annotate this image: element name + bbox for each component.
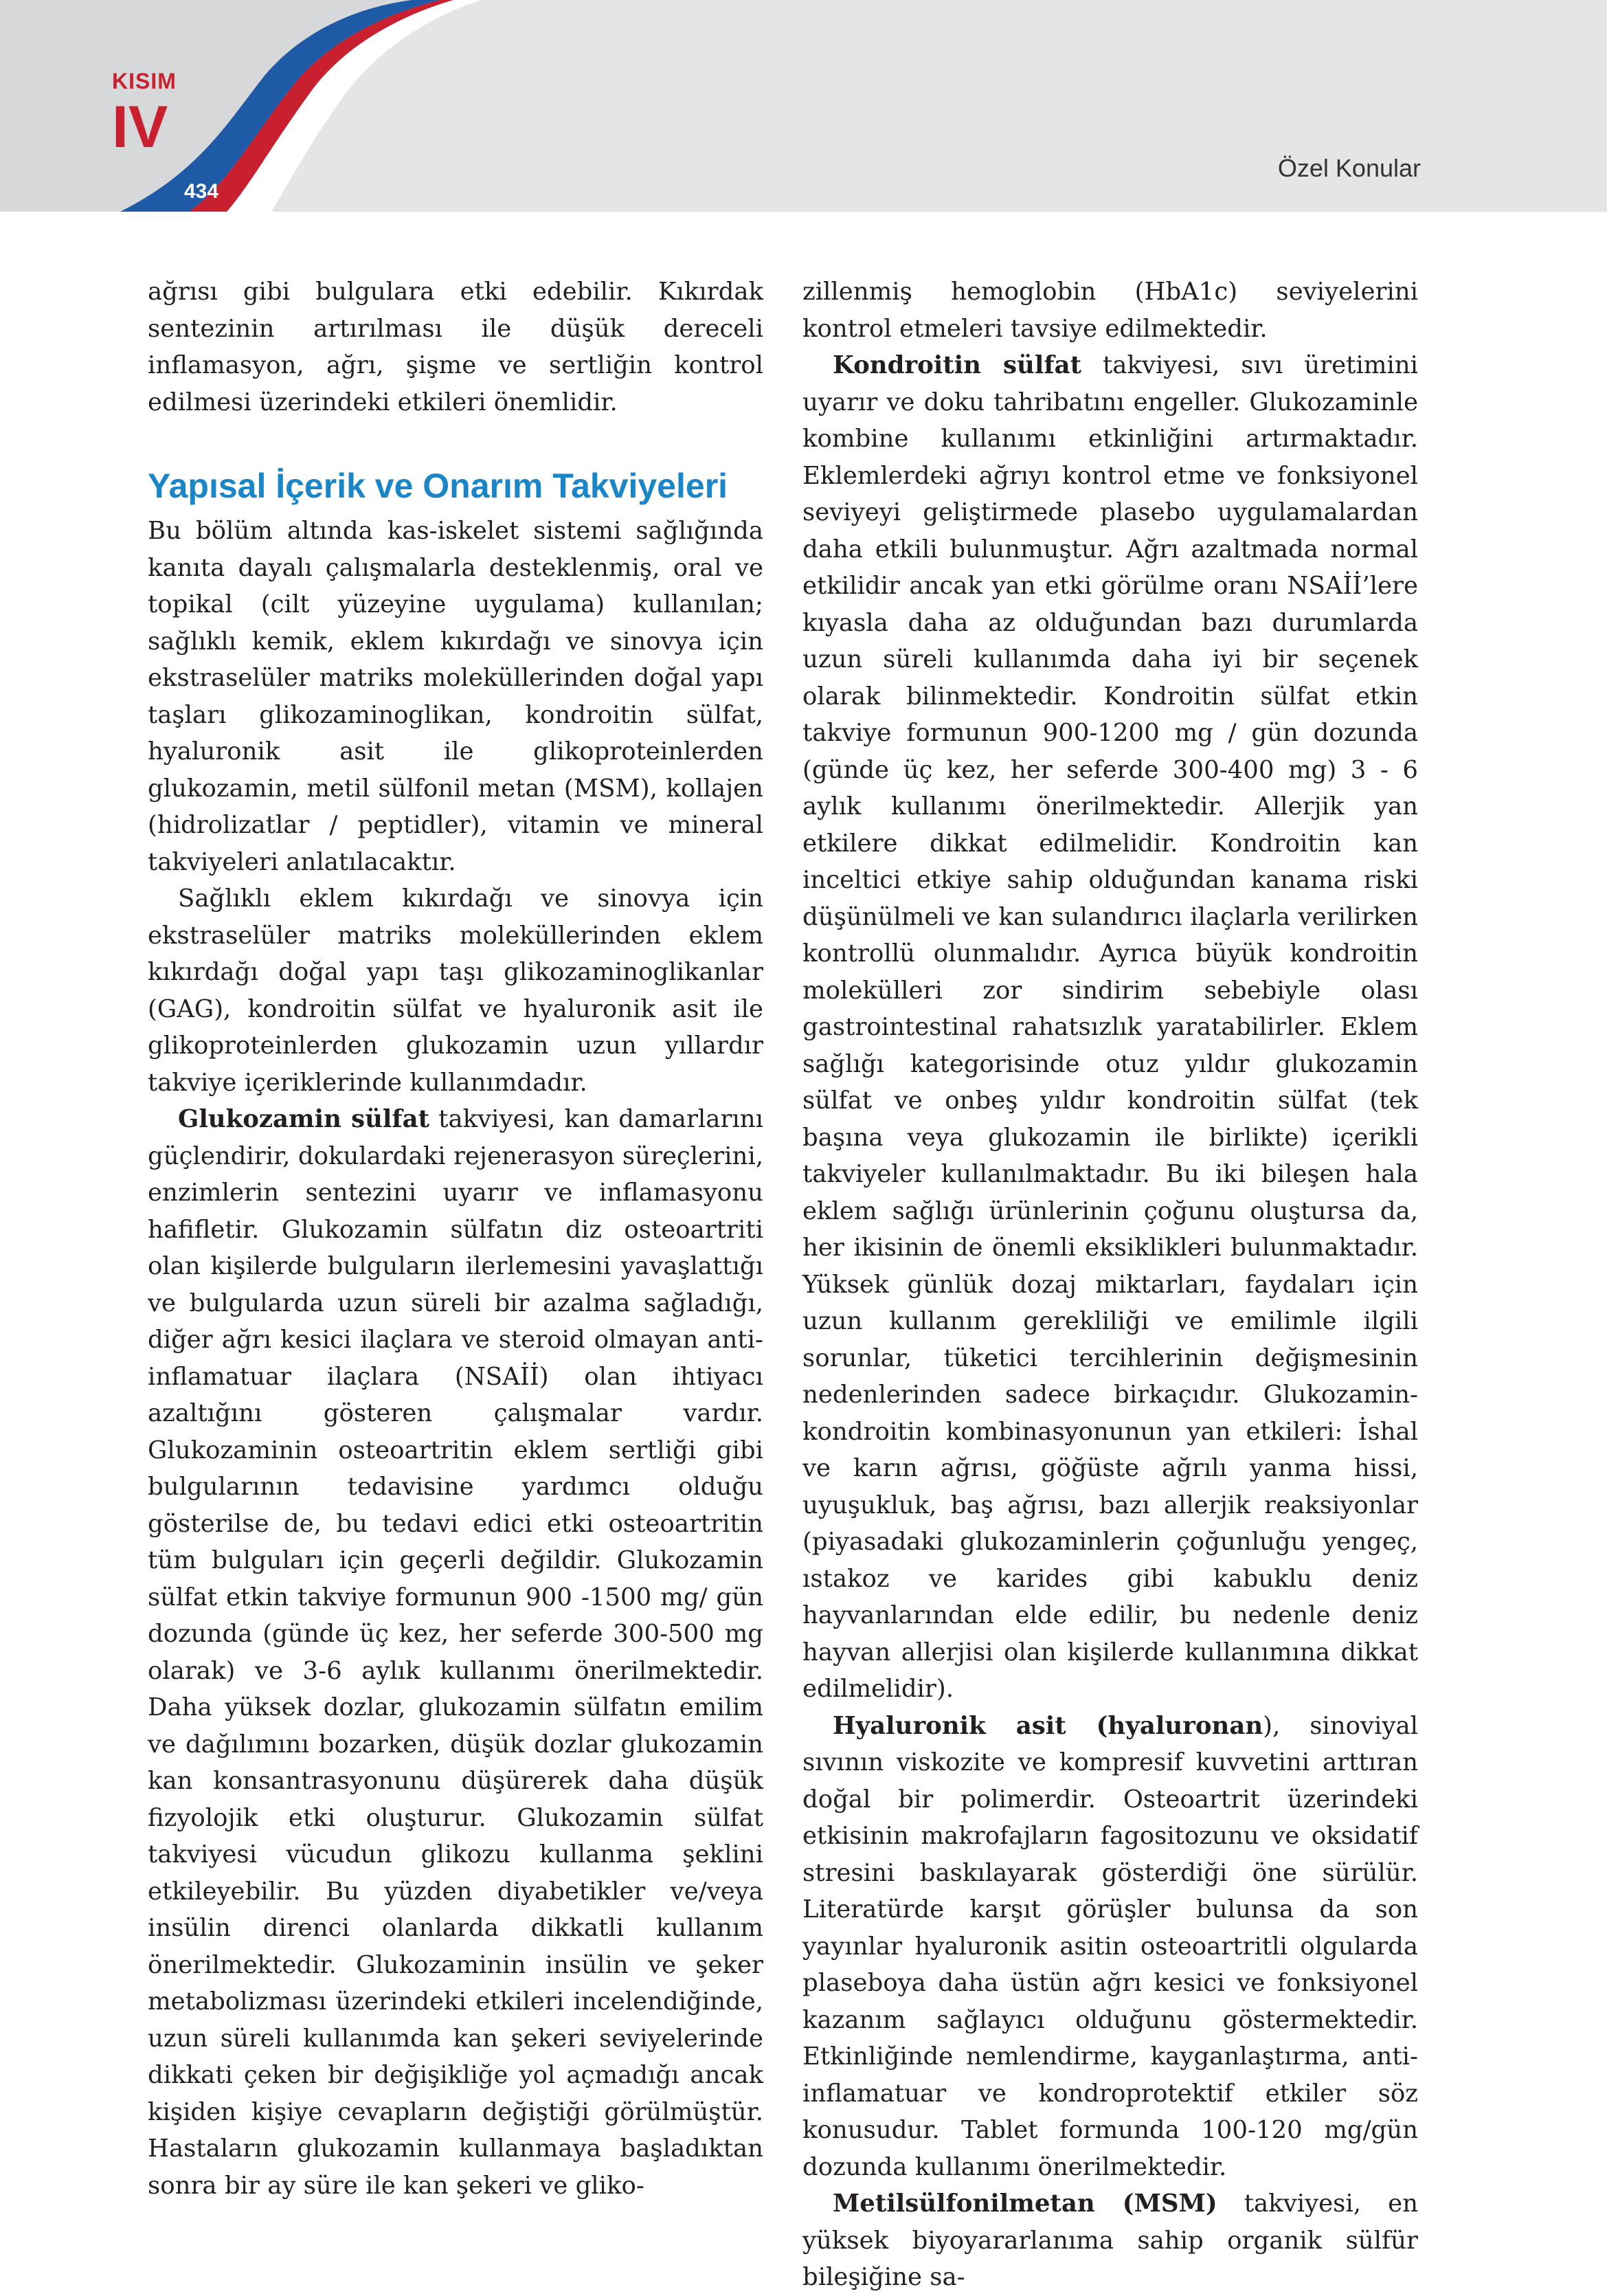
part-number: IV bbox=[112, 94, 168, 160]
glukozamin-term: Glukozamin sülfat bbox=[178, 1105, 430, 1133]
right-intro-paragraph: zillenmiş hemoglobin (HbA1c) seviyelerini kontrol etmeleri tavsiye edilmektedir. bbox=[802, 278, 1418, 343]
left-paragraph-1: Bu bölüm altında kas-iskelet sistemi sağlığında kanıta dayalı çalışmalarla desteklenmiş, oral ve topikal (cilt yüzeyine uygulama) kullanılan; sağlıklı kemik, eklem kıkırdağı ve sinovya için ekstraselüler matriks moleküllerinden doğal yapı taşları glikozaminoglikan, kondroitin sülfat, hyaluronik asit ile glikoproteinlerden glukozamin, metil sülfonil metan (MSM), kollajen (hidrolizatlar / peptidler), vitamin ve mineral takviyeleri anlatılacaktır. bbox=[148, 517, 763, 876]
left-paragraph-2: Sağlıklı eklem kıkırdağı ve sinovya için ekstraselüler matriks moleküllerinden eklem kıkırdağı doğal yapı taşı glikozaminoglikanlar (GAG), kondroitin sülfat ve hyaluronik asit ile glikoproteinlerden glukozamin uzun yıllardır takviye içeriklerinde kullanımdadır. bbox=[148, 884, 763, 1097]
left-column bbox=[148, 274, 763, 2204]
page-header bbox=[0, 0, 1607, 212]
right-paragraph-1 bbox=[802, 347, 1418, 1708]
right-paragraph-2-text: ), sinoviyal sıvının viskozite ve kompresif kuvvetini arttıran doğal bir polimerdir. Osteoartrit üzerindeki etkisinin makrofajların fagositozunu ve oksidatif stresini baskılayarak gösterdiği öne sürülür. Literatürde karşıt görüşler bulunsa da son yayınlar hyaluronik asitin osteoartritli olgularda plaseboya daha üstün ağrı kesici ve fonksiyonel kazanım sağlayıcı olduğunu göstermektedir. Etkinliğinde nemlendirme, kayganlaştırma, anti-inflamatuar ve kondroprotektif etkiler söz konusudur. Tablet formunda 100-120 mg/gün dozunda kullanımı önerilmektedir. bbox=[802, 1711, 1418, 2181]
left-intro-paragraph: ağrısı gibi bulgulara etki edebilir. Kıkırdak sentezinin artırılması ile düşük dereceli inflamasyon, ağrı, şişme ve sertliğin kontrol edilmesi üzerindeki etkileri önemlidir. bbox=[148, 278, 763, 416]
section-heading: Yapısal İçerik ve Onarım Takviyeleri bbox=[148, 467, 728, 505]
part-label: KISIM bbox=[112, 69, 177, 93]
right-paragraph-1-text: takviyesi, sıvı üretimini uyarır ve doku tahribatını engeller. Glukozaminle kombine kullanımı etkinliğini artırmaktadır. Eklemlerdeki ağrıyı kontrol etme ve fonksiyonel seviyeyi geliştirmede plasebo uygulamalardan daha etkili bulunmuştur. Ağrı azaltmada normal etkilidir ancak yan etki görülme oranı NSAİİ’lere kıyasla daha az olduğundan bazı durumlarda uzun süreli kullanımda daha iyi bir seçenek olarak bilinmektedir. Kondroitin sülfat etkin takviye formunun 900-1200 mg / gün dozunda (günde üç kez, her seferde 300-400 mg) 3 - 6 aylık kullanımı önerilmektedir. Allerjik yan etkilere dikkat edilmelidir. Kondroitin kan inceltici etkiye sahip olduğundan kanama riski düşünülmeli ve kan sulandırıcı ilaçlarla verilirken kontrollü olunmalıdır. Ayrıca büyük kondroitin molekülleri zor sindirim sebebiyle olası gastrointestinal rahatsızlık yaratabilirler. Eklem sağlığı kategorisinde otuz yıldır glukozamin sülfat ve onbeş yıldır kondroitin sülfat (tek başına veya glukozamin ile birlikte) içerikli takviyeler kullanılmaktadır. Bu iki bileşen hala eklem sağlığı ürünlerinin çoğunu oluştursa da, her ikisinin de önemli eksiklikleri bulunmaktadır. Yüksek günlük dozaj miktarları, faydaları için uzun kullanım gerekliliği ve emilimle ilgili sorunlar, tüketici tercihlerinin değişmesinin nedenlerinden sadece birkaçıdır. Glukozamin-kondroitin kombinasyonunun yan etkileri: İshal ve karın ağrısı, göğüste ağrılı yanma hissi, uyuşukluk, baş ağrısı, bazı allerjik reaksiyonlar (piyasadaki glukozaminlerin çoğunluğu yengeç, ıstakoz ve karides gibi kabuklu deniz hayvanlarından elde edilir, bu nedenle deniz hayvan allerjisi olan kişilerde kullanımına dikkat edilmelidir). bbox=[802, 351, 1418, 1703]
right-column bbox=[802, 274, 1418, 2296]
hyaluronik-term: Hyaluronik asit (hyaluronan bbox=[833, 1711, 1263, 1740]
left-paragraph-3 bbox=[148, 1101, 763, 2204]
right-paragraph-3 bbox=[802, 2185, 1418, 2296]
page-number: 434 bbox=[184, 180, 219, 203]
left-paragraph-3-text: takviyesi, kan damarlarını güçlendirir, dokulardaki rejenerasyon süreçlerini, enzimlerin sentezini uyarır ve inflamasyonu hafifletir. Glukozamin sülfatın diz osteoartriti olan kişilerde bulguların ilerlemesini yavaşlattığı ve bulgularda uzun süreli bir azalma sağladığı, diğer ağrı kesici ilaçlara ve steroid olmayan anti-inflamatuar ilaçlara (NSAİİ) olan ihtiyacı azaltığını gösteren çalışmalar vardır. Glukozaminin osteoartritin eklem sertliği gibi bulgularının tedavisine yardımcı olduğu gösterilse de, bu tedavi edici etki osteoartritin tüm bulguları için geçerli değildir. Glukozamin sülfat etkin takviye formunun 900 -1500 mg/ gün dozunda (günde üç kez, her seferde 300-500 mg olarak) ve 3-6 aylık kullanımı önerilmektedir. Daha yüksek dozlar, glukozamin sülfatın emilim ve dağılımını bozarken, düşük dozlar glukozamin kan konsantrasyonunu düşürerek daha düşük fizyolojik etki oluşturur. Glukozamin sülfat takviyesi vücudun glikozu kullanma şeklini etkileyebilir. Bu yüzden diyabetikler ve/veya insülin direnci olanlarda dikkatli kullanım önerilmektedir. Glukozaminin insülin ve şeker metabolizması üzerindeki etkileri incelendiğinde, uzun süreli kullanımda kan şekeri seviyelerinde dikkati çeken bir değişikliğe yol açmadığı ancak kişiden kişiye cevapların değiştiği görülmüştür. Hastaların glukozamin kullanmaya başladıktan sonra bir ay süre ile kan şekeri ve gliko- bbox=[148, 1105, 763, 2200]
msm-term: Metilsülfonilmetan (MSM) bbox=[833, 2189, 1217, 2218]
kondroitin-term: Kondroitin sülfat bbox=[833, 351, 1081, 379]
right-paragraph-3-text: takviyesi, en yüksek biyoyararlanıma sahip organik sülfür bileşiğine sa- bbox=[802, 2189, 1418, 2291]
section-title: Özel Konular bbox=[1277, 154, 1421, 182]
right-paragraph-2 bbox=[802, 1708, 1418, 2186]
